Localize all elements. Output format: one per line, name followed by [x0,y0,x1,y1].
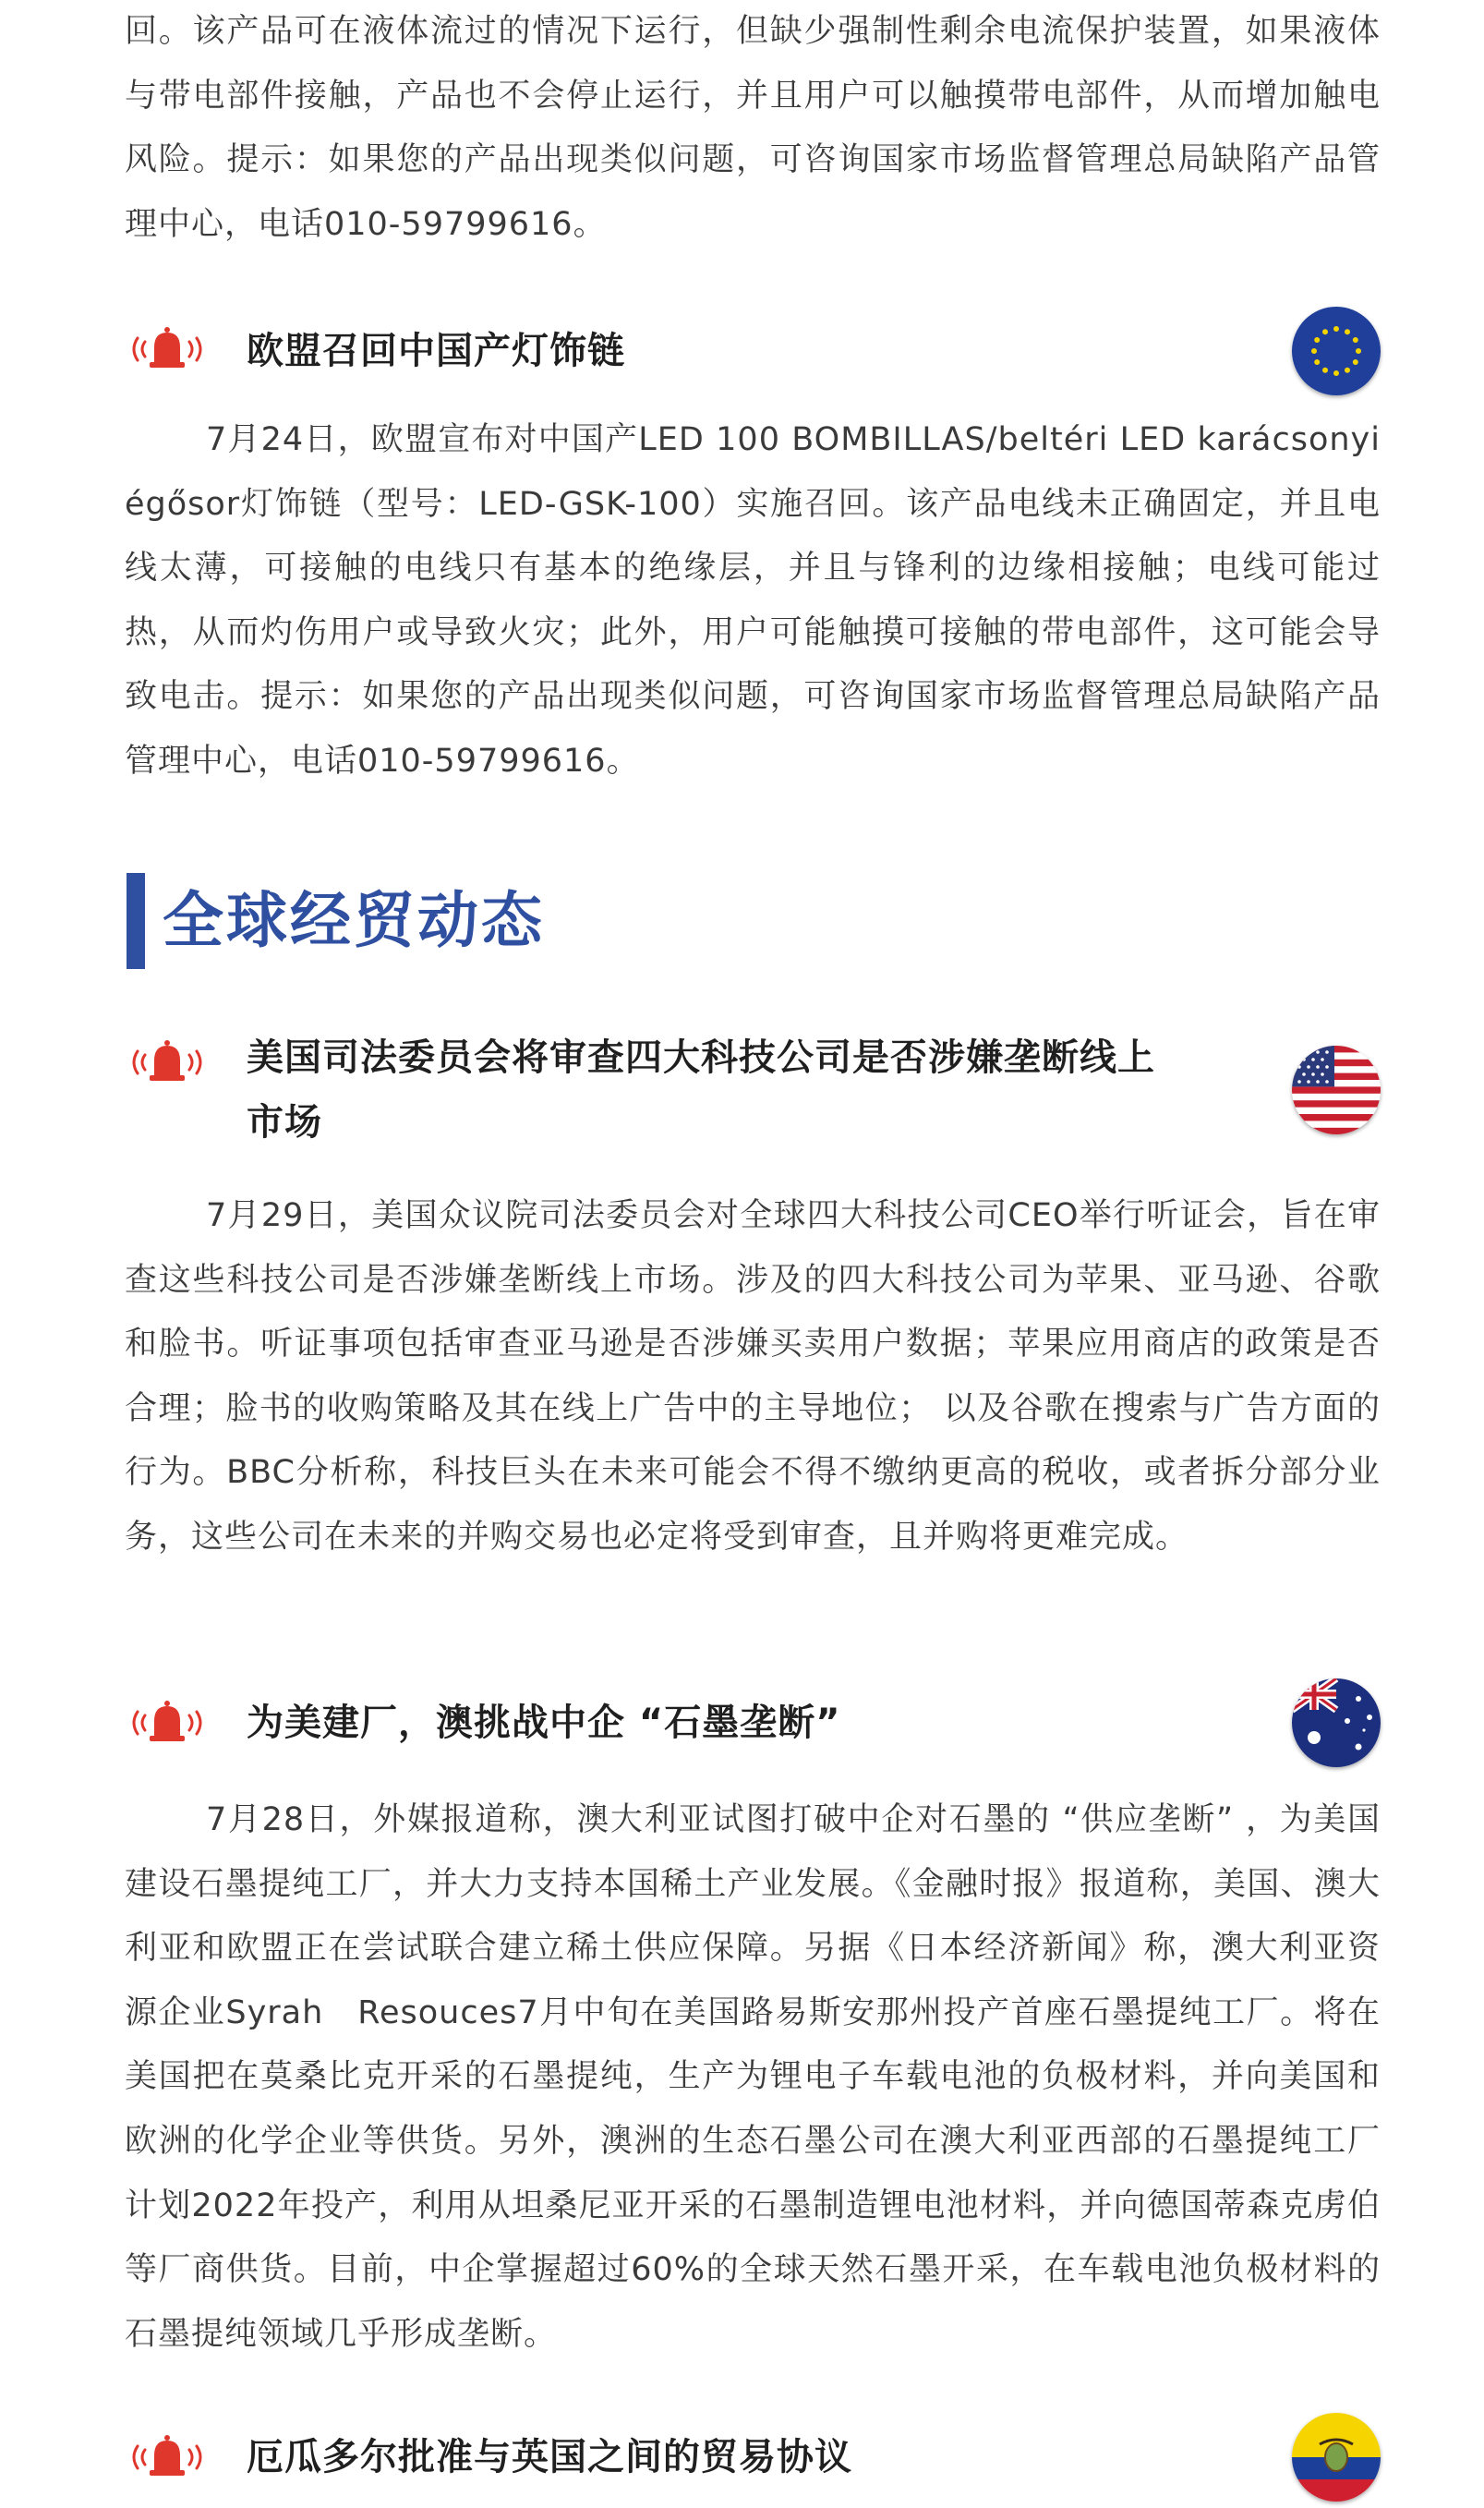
news-item-body: 7月28日，外媒报道称，澳大利亚试图打破中企对石墨的 “供应垄断” ，为美国建设石墨提纯工厂，并大力支持本国稀土产业发展。《金融时报》报道称，美国、澳大利亚和欧盟正在尝试联合建立稀土供应保障。另据《日本经济新闻》称，澳大利亚资源企业Syrah Resouces7月中旬在美国路易斯安那州投产首座石墨提纯工厂。将在美国把在莫桑比克开采的石墨提纯，生产为锂电子车载电池的负极材料，并向美国和欧洲的化学企业等供货。另外，澳洲的生态石墨公司在澳大利亚西部的石墨提纯工厂计划2022年投产，利用从坦桑尼亚开采的石墨制造锂电池材料，并向德国蒂森克虏伯等厂商供货。目前，中企掌握超过60%的全球天然石墨开采，在车载电池负极材料的石墨提纯领域几乎形成垄断。 [125,1801,1381,2353]
news-item-title: 美国司法委员会将审查四大科技公司是否涉嫌垄断线上 市场 [247,1036,1155,1144]
alarm-bell-icon [125,1035,210,1090]
alarm-bell-icon [125,1695,210,1751]
alarm-bell-icon [125,321,210,377]
eu-flag-icon [1292,307,1381,395]
usa-flag-icon [1292,1046,1381,1134]
intro-paragraph: 回。该产品可在液体流过的情况下运行，但缺少强制性剩余电流保护装置，如果液体与带电部件接触，产品也不会停止运行，并且用户可以触摸带电部件，从而增加触电风险。提示：如果您的产品出现类似问题，可咨询国家市场监督管理总局缺陷产品管理中心，电话010-59799616。 [125,13,1381,243]
ecuador-flag-icon [1292,2413,1381,2502]
section-title: 全球经贸动态 [163,885,545,956]
news-item-eu-header [125,305,1381,397]
alarm-bell-icon [125,2429,210,2485]
news-item-title: 为美建厂，澳挑战中企 “石墨垄断” [247,1702,841,1744]
news-item-ec-header [125,2411,1381,2503]
news-item-title: 欧盟召回中国产灯饰链 [247,330,625,372]
news-item-title: 厄瓜多尔批准与英国之间的贸易协议 [247,2436,852,2478]
section-accent-bar [127,873,145,969]
news-item-us-header [125,1025,1381,1155]
news-item-body: 7月29日，美国众议院司法委员会对全球四大科技公司CEO举行听证会，旨在审查这些科技公司是否涉嫌垄断线上市场。涉及的四大科技公司为苹果、亚马逊、谷歌和脸书。听证事项包括审查亚马逊是否涉嫌买卖用户数据；苹果应用商店的政策是否合理；脸书的收购策略及其在线上广告中的主导地位； 以及谷歌在搜索与广告方面的行为。BBC分析称，科技巨头在未来可能会不得不缴纳更高的税收，或者拆分部分业务，这些公司在未来的并购交易也必定将受到审查，且并购将更难完成。 [125,1197,1381,1556]
news-item-body: 7月24日，欧盟宣布对中国产LED 100 BOMBILLAS/beltéri LED karácsonyi égősor灯饰链（型号：LED-GSK-100）实施召回。该产品电线未正确固定，并且电线太薄，可接触的电线只有基本的绝缘层，并且与锋利的边缘相接触；电线可能过热，从而灼伤用户或导致火灾；此外，用户可能触摸可接触的带电部件，这可能会导致电击。提示：如果您的产品出现类似问题，可咨询国家市场监督管理总局缺陷产品管理中心，电话010-59799616。 [125,421,1381,780]
australia-flag-icon [1292,1678,1381,1767]
news-item-au-header [125,1677,1381,1769]
